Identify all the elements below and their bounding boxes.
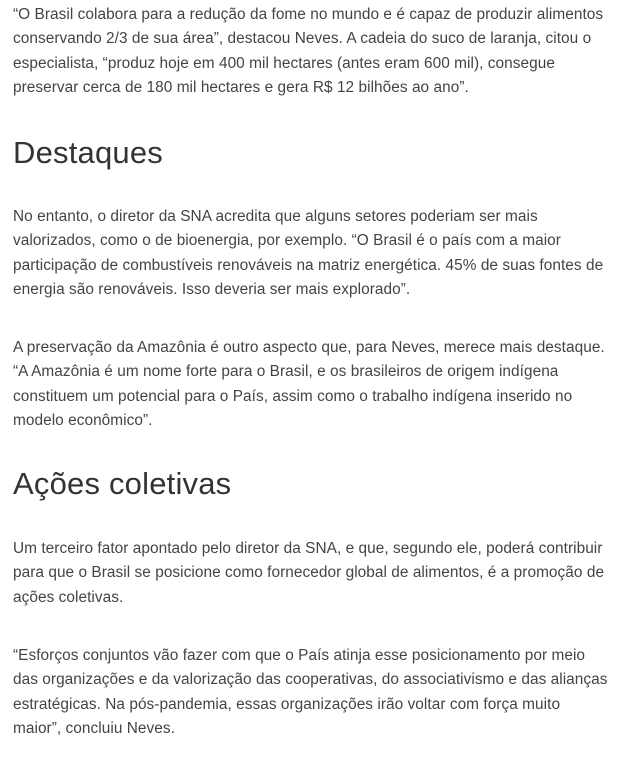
article-paragraph: “Esforços conjuntos vão fazer com que o País atinja esse posicionamento por meio das organizações e da valorização das cooperativas, do associativismo e das alianças estratégicas. Na pós-pandemia, essas organizações irão voltar com força muito maior”, concluiu Neves. [13, 647, 608, 738]
article-paragraph: Um terceiro fator apontado pelo diretor da SNA, e que, segundo ele, poderá contribuir para que o Brasil se posicione como fornecedor global de alimentos, é a promoção de ações coletivas. [13, 540, 605, 606]
article-paragraph: No entanto, o diretor da SNA acredita que alguns setores poderiam ser mais valorizados, como o de bioenergia, por exemplo. “O Brasil é o país com a maior participação de combustíveis renováveis na matriz energética. 45% de suas fontes de energia são renováveis. Isso deveria ser mais explorado”. [13, 208, 604, 299]
section-heading-acoes-coletivas: Ações coletivas [13, 466, 232, 501]
article-paragraph: A preservação da Amazônia é outro aspecto que, para Neves, merece mais destaque. “A Amazônia é um nome forte para o Brasil, e os brasileiros de origem indígena constituem um potencial para o País, assim como o trabalho indígena inserido no modelo econômico”. [13, 339, 605, 430]
article-paragraph: “O Brasil colabora para a redução da fome no mundo e é capaz de produzir alimentos conservando 2/3 de sua área”, destacou Neves. A cadeia do suco de laranja, citou o especialista, “produz hoje em 400 mil hectares (antes eram 600 mil), consegue preservar cerca de 180 mil hectares e gera R$ 12 bilhões ao ano”. [13, 6, 604, 97]
section-heading-destaques: Destaques [13, 135, 164, 170]
